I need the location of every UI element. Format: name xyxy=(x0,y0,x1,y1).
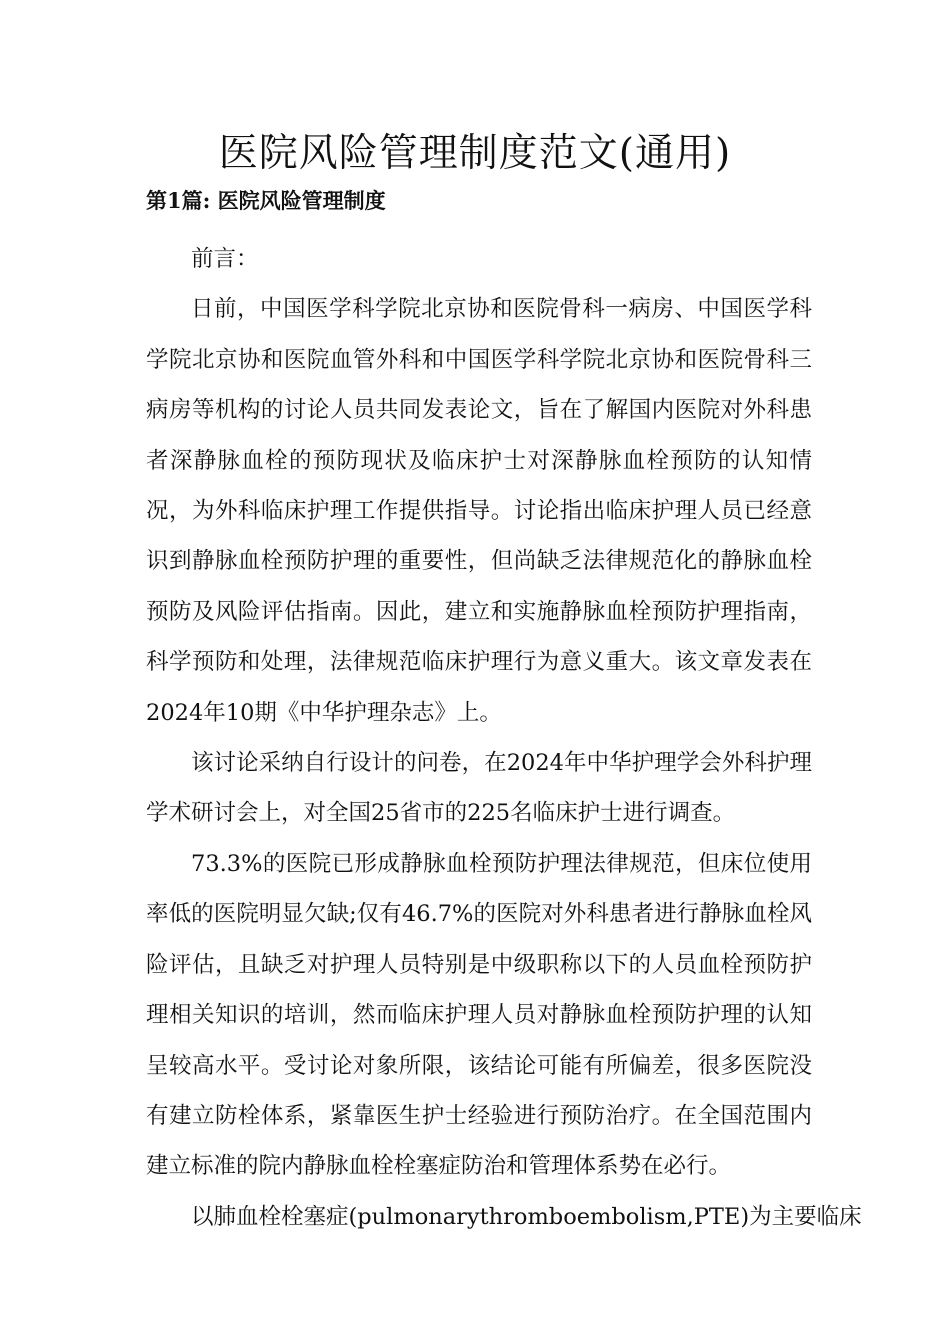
paragraph-preface: 前言： xyxy=(191,246,259,272)
paragraph: 该讨论采纳自行设计的问卷，在2024年中华护理学会外科护理学术研讨会上，对全国25省市的225名临床护士进行调查。 xyxy=(146,750,812,827)
paragraph: 以肺血栓栓塞症(pulmonarythromboembolism,PTE)为主要临床 xyxy=(191,1203,862,1230)
section-heading: 第1篇: 医院风险管理制度 xyxy=(146,188,386,213)
paragraph: 日前，中国医学科学院北京协和医院骨科一病房、中国医学科学院北京协和医院血管外科和中国医学科学院北京协和医院骨科三病房等机构的讨论人员共同发表论文，旨在了解国内医院对外科患者深静脉血栓的预防现状及临床护士对深静脉血栓预防的认知情况，为外科临床护理工作提供指导。讨论指出临床护理人员已经意识到静脉血栓预防护理的重要性，但尚缺乏法律规范化的静脉血栓预防及风险评估指南。因此，建立和实施静脉血栓预防护理指南，科学预防和处理，法律规范临床护理行为意义重大。该文章发表在2024年10期《中华护理杂志》上。 xyxy=(146,296,812,726)
paragraph: 73.3%的医院已形成静脉血栓预防护理法律规范，但床位使用率低的医院明显欠缺;仅有46.7%的医院对外科患者进行静脉血栓风险评估，且缺乏对护理人员特别是中级职称以下的人员血栓预防护理相关知识的培训，然而临床护理人员对静脉血栓预防护理的认知呈较高水平。受讨论对象所限，该结论可能有所偏差，很多医院没有建立防栓体系，紧靠医生护士经验进行预防治疗。在全国范围内建立标准的院内静脉血栓栓塞症防治和管理体系势在必行。 xyxy=(146,850,812,1180)
document-title: 医院风险管理制度范文(通用) xyxy=(218,131,732,176)
document-body xyxy=(146,234,862,1242)
